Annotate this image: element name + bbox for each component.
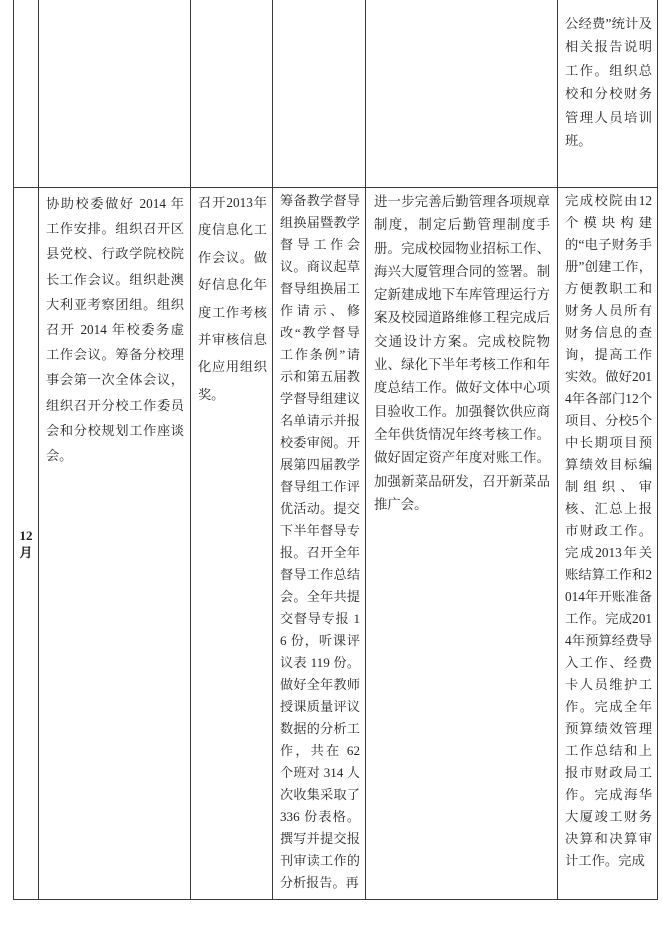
cell-general-empty [39,0,191,187]
informatization-text: 召开2013年度信息化工作会议。做好信息化年度工作考核并审核信息化应用组织奖。 [198,195,267,402]
logistics-text: 进一步完善后勤管理各项规章制度，制定后勤管理制度手册。完成校园物业招标工作、海兴大厦管理合同的签署。制定新建成地下车库管理运行方案及校园道路维修工程完成后交通设计方案。完成校院物业、绿化下半年考核工作和年度总结工作。做好文体中心项目验收工作。加强餐饮供应商全年供货情况年终考核工作。做好固定资产年度对账工作。加强新菜品研发，召开新菜品推广会。 [374,194,550,512]
cell-logistics [366,188,558,899]
teaching-supervision-text: 筹备教学督导组换届暨教学督导工作会议。商议起草督导组换届工作请示、修改“教学督导工作条例”请示和第五届教学督导组建议名单请示并报校委审阅。开展第四届教学督导组工作评优活动。提交下半年督导专报。召开全年督导工作总结会。全年共提交督导专报 16 份，听课评议表 119 份。做好全年教师授课质量评议数据的分析工作，共在 62 个班对 314 人次收集采取了 336 份表格。撰写并提交报刊审读工作的分析报告。再 [280,193,360,890]
cell-info-empty [191,0,273,187]
cell-finance [558,188,657,899]
cell-month-empty [14,0,39,187]
cell-logistics-empty [366,0,558,187]
cell-general-affairs [39,188,191,899]
month-label: 12月 [19,527,33,560]
finance-text: 完成校院由12个模块构建的“电子财务手册”创建工作，方便教职工和财务人员所有财务信息的查询，提高工作实效。做好2014年各部门12个项目、分校5个中长期项目预算绩效目标编制组织、审核、汇总上报市财政工作。完成2013年关账结算工作和2014年开账准备工作。完成2014年预算经费导入工作、经费卡人员维护工作。完成全年预算绩效管理工作总结和上报市财政局工作。完成海华大厦竣工财务决算和决算审计工作。完成 [565,193,652,868]
table-row-december [14,188,657,899]
general-affairs-text: 协助校委做好 2014 年工作安排。组织召开区县党校、行政学院校院长工作会议。组织赴澳大利亚考察团组。组织召开 2014 年校委务虚工作会议。筹备分校理事会第一次全体会议，组织召开分校工作委员会和分校规划工作座谈会。 [46,196,184,464]
table-row-overflow [14,0,657,188]
cell-teaching-supervision [273,188,366,899]
cell-informatization [191,188,273,899]
finance-overflow-text: 公经费”统计及相关报告说明工作。组织总校和分校财务管理人员培训班。 [565,16,652,149]
work-plan-table [13,0,658,900]
cell-finance-overflow [558,0,657,187]
cell-month-december [14,188,39,899]
cell-supervision-empty [273,0,366,187]
